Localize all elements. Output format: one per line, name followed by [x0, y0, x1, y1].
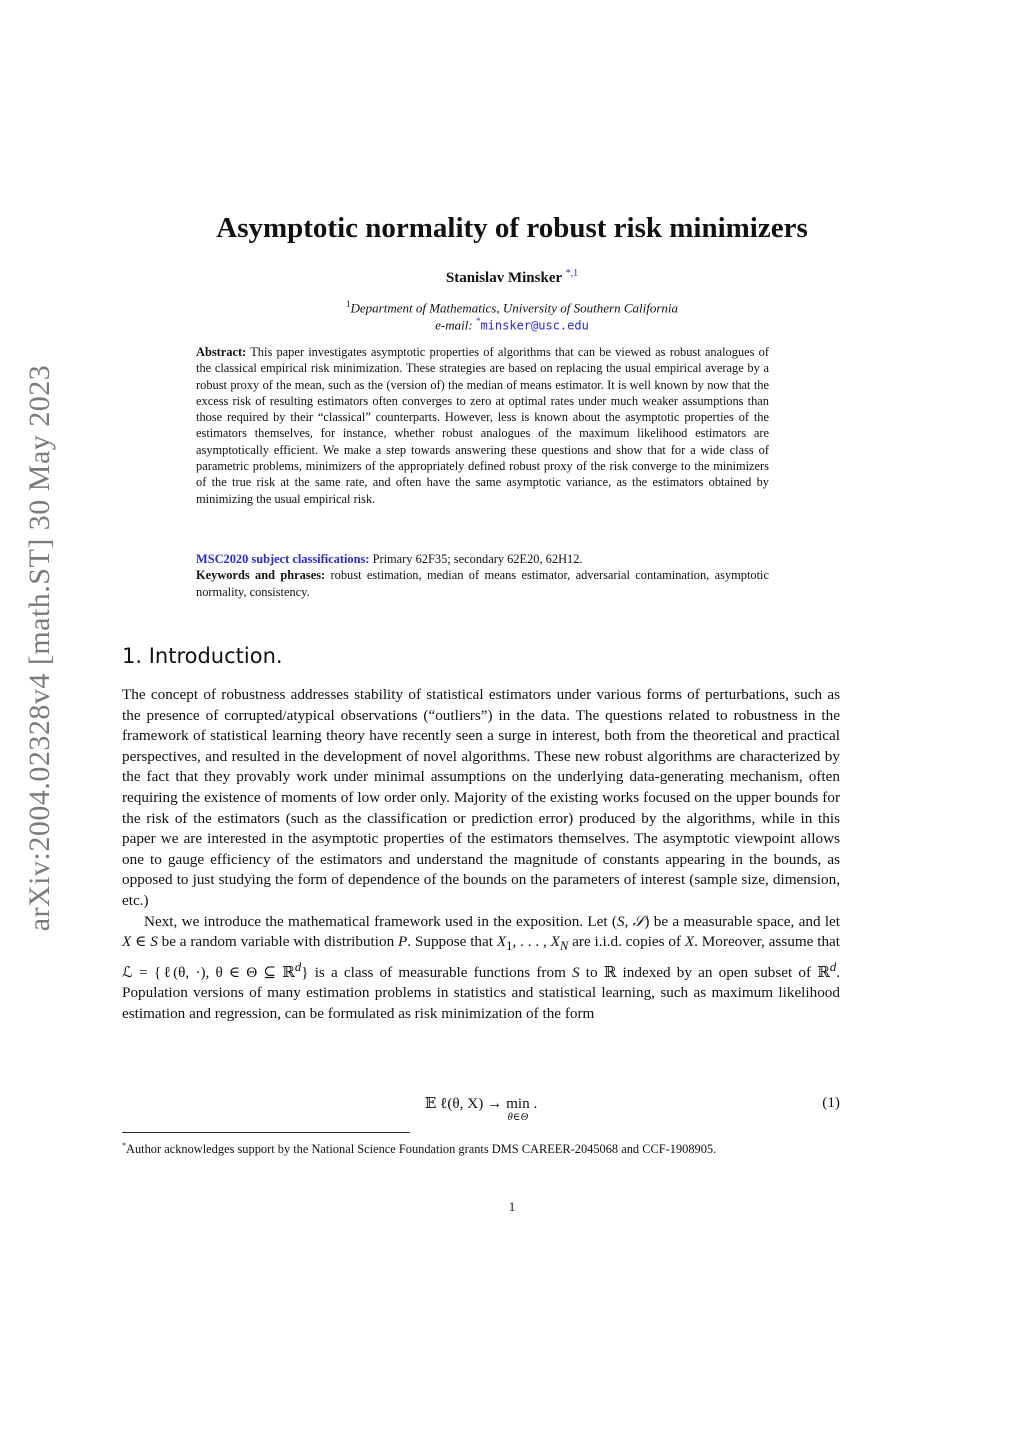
footnote-mark: *	[122, 1141, 126, 1150]
abstract-text: This paper investigates asymptotic properties of algorithms that can be viewed as robust analogues of the classical empirical risk minimization. These strategies are based on replacing the usual empirical average by a robust proxy of the mean, such as the (version of) the median of means estimator. It is well known by now that the excess risk of resulting estimators often converges to zero at optimal rates under much weaker assumptions than those required by their “classical” counterparts. However, less is known about the asymptotic properties of the estimators themselves, for instance, whether robust analogues of the maximum likelihood estimators are asymptotically efficient. We make a step towards answering these questions and show that for a wide class of parametric problems, minimizers of the appropriately defined robust proxy of the risk converge to the minimizers of the true risk at the same rate, and often have the same asymptotic variance, as the estimators obtained by minimizing the usual empirical risk.	[196, 345, 770, 506]
email-label: e-mail:	[435, 317, 473, 333]
author-footnote-marks[interactable]: *,1	[565, 268, 579, 279]
email-line	[0, 316, 1024, 333]
keywords-label: Keywords and phrases:	[196, 568, 326, 583]
affiliation-text: Department of Mathematics, University of Southern California	[350, 300, 678, 316]
paragraph-intro: The concept of robustness addresses stability of statistical estimators under various forms of perturbations, such as the presence of corrupted/atypical observations (“outliers”) in the data. The questions related to robustness in the framework of statistical learning theory have recently seen a surge in interest, both from the theoretical and practical perspectives, and resulted in the development of novel algorithms. These new robust algorithms are characterized by the fact that they provably work under minimal assumptions on the underlying data-generating mechanism, often requiring the existence of moments of low order only. Majority of the existing works focused on the upper bounds for the risk of the estimators (such as the classification or prediction error) produced by the algorithms, while in this paper we are interested in the asymptotic properties of the estimators themselves. The asymptotic viewpoint allows one to gauge efficiency of the estimators and understand the magnitude of constants appearing in the bounds, as opposed to just studying the form of dependence of the bounds on the parameters of interest (sample size, dimension, etc.)	[122, 686, 840, 909]
footnote	[122, 1137, 840, 1158]
msc-text: Primary 62F35; secondary 62E20, 62H12.	[372, 552, 583, 566]
author-line	[0, 268, 1024, 287]
abstract-label: Abstract:	[196, 345, 247, 359]
footnote-text: Author acknowledges support by the National Science Foundation grants DMS CAREER-2045068 and CCF-1908905.	[126, 1142, 717, 1157]
arxiv-identifier[interactable]: arXiv:2004.02328v4 [math.ST] 30 May 2023	[23, 364, 56, 932]
affiliation-mark: 1	[346, 299, 351, 309]
classification-block	[196, 551, 769, 600]
email-mark[interactable]: *	[475, 316, 481, 326]
author-name: Stanislav Minsker	[445, 270, 562, 286]
email-address-link[interactable]: minsker@usc.edu	[480, 318, 589, 333]
affiliation	[0, 299, 1024, 316]
abstract	[196, 344, 769, 507]
keywords-line	[196, 567, 769, 600]
equation-number: (1)	[822, 1094, 840, 1111]
equation-expression: 𝔼 ℓ(θ, X) → min θ∈Θ .	[424, 1095, 538, 1123]
paper-title: Asymptotic normality of robust risk minimizers	[216, 212, 808, 244]
msc-link[interactable]: MSC2020 subject classifications:	[196, 552, 370, 566]
paragraph-framework: Next, we introduce the mathematical framework used in the exposition. Let (S, 𝒮) be a measurable space, and let X ∈ S be a random variable with distribution P. Suppose that $X_1$, . . . , $X_N$ are i.i.d. copies of X. Moreover, assume that ℒ = {ℓ(θ, ·), θ ∈ Θ ⊆ ℝ$^d$} is a class of measurable functions from S to ℝ indexed by an open subset of ℝ$^d$. Population versions of many estimation problems in statistics and statistical learning, such as maximum likelihood estimation and regression, can be formulated as risk minimization of the form	[122, 912, 840, 1022]
keywords-text: robust estimation, median of means estimator, adversarial contamination, asymptotic normality, consistency.	[196, 568, 769, 599]
equation-1	[122, 1094, 840, 1128]
body-text	[122, 685, 840, 1025]
section-heading: 1. Introduction.	[122, 644, 283, 668]
page-number: 1	[508, 1199, 516, 1214]
msc-line	[196, 551, 769, 567]
footnote-divider	[122, 1132, 410, 1133]
